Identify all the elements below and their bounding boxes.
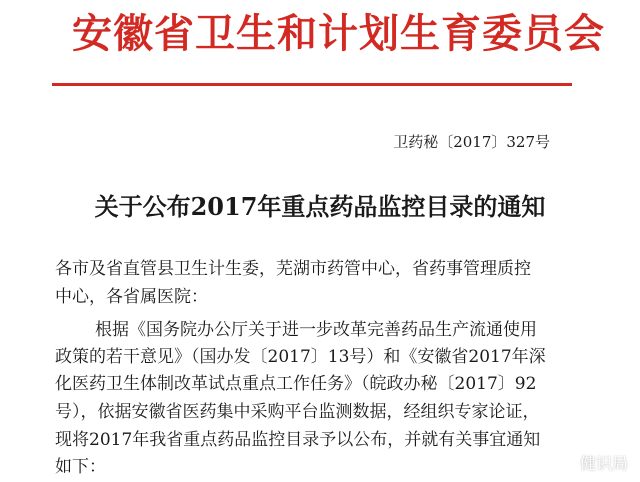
document-title: 关于公布2017年重点药品监控目录的通知: [94, 192, 546, 221]
issuing-organization-title: 安徽省卫生和计划生育委员会: [72, 10, 605, 57]
watermark: [554, 451, 628, 474]
body-line: 号），依据安徽省医药集中采购平台监测数据，经组织专家论证，: [55, 402, 540, 422]
body-line: 中心，各省属医院：: [55, 287, 208, 307]
body-line: 现将2017年我省重点药品监控目录予以公布，并就有关事宜通知: [55, 430, 541, 450]
body-line: 根据《国务院办公厅关于进一步改革完善药品生产流通使用: [95, 320, 537, 340]
document-number: 卫药秘〔2017〕327号: [393, 133, 550, 151]
red-header-rule: [52, 83, 572, 86]
watermark-label: 健识局: [579, 454, 628, 473]
body-line: 如下：: [55, 457, 106, 477]
body-line: 政策的若干意见》（国办发〔2017〕13号）和《安徽省2017年深: [55, 347, 546, 367]
wechat-icon: [554, 454, 576, 472]
body-line: 化医药卫生体制改革试点重点工作任务》（皖政办秘〔2017〕92: [55, 374, 537, 394]
body-line: 各市及省直管县卫生计生委，芜湖市药管中心，省药事管理质控: [55, 259, 531, 279]
